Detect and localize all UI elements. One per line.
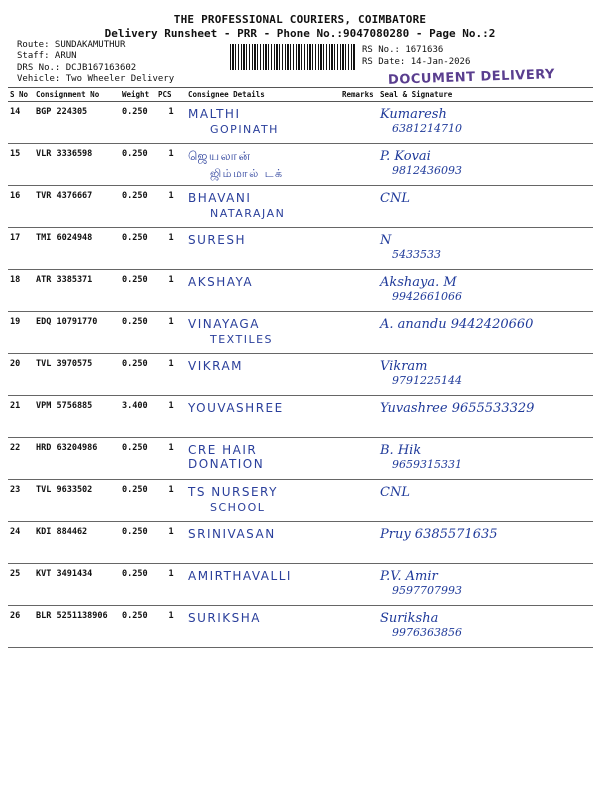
row-consignee [186,186,340,228]
row-consignee [186,522,340,564]
row-weight: 0.250 [120,144,156,186]
row-weight: 0.250 [120,312,156,354]
row-pcs: 1 [156,144,186,186]
row-consignee [186,606,340,648]
table-row [8,228,593,270]
table-header-row [8,88,593,102]
row-consignment: TMI 6024948 [34,228,120,270]
consignee-name: SRINIVASAN [188,527,276,541]
signature: A. anandu 9442420660 [380,317,534,332]
row-remarks [340,228,378,270]
consignee-name: VIKRAM [188,359,244,373]
consignee-name: BHAVANI [188,191,252,205]
table-row [8,522,593,564]
row-pcs: 1 [156,186,186,228]
row-consignee [186,438,340,480]
row-pcs: 1 [156,522,186,564]
row-consignee [186,270,340,312]
signature: CNL [380,191,410,206]
drs-number: DRS No.: DCJB167163602 [17,63,137,73]
consignee-name: YOUVASHREE [188,401,284,415]
row-signature [378,354,593,396]
table-row [8,270,593,312]
row-weight: 0.250 [120,228,156,270]
row-consignee [186,354,340,396]
row-sno: 16 [8,186,34,228]
row-consignment: EDQ 10791770 [34,312,120,354]
row-signature [378,144,593,186]
row-weight: 0.250 [120,270,156,312]
row-remarks [340,312,378,354]
row-pcs: 1 [156,480,186,522]
row-remarks [340,438,378,480]
table-row [8,186,593,228]
row-remarks [340,102,378,144]
row-remarks [340,186,378,228]
row-pcs: 1 [156,270,186,312]
signature-phone: 9597707993 [392,584,462,597]
row-signature [378,312,593,354]
row-consignment: KVT 3491434 [34,564,120,606]
row-remarks [340,144,378,186]
row-signature [378,522,593,564]
row-weight: 0.250 [120,480,156,522]
row-weight: 0.250 [120,438,156,480]
vehicle-label: Vehicle: Two Wheeler Delivery [17,74,175,84]
row-weight: 0.250 [120,102,156,144]
signature-phone: 5433533 [392,248,441,261]
row-signature [378,438,593,480]
signature: Kumaresh [380,107,447,122]
consignee-name: SURESH [188,233,246,247]
row-sno: 14 [8,102,34,144]
signature: N [380,233,392,248]
row-consignment: HRD 63204986 [34,438,120,480]
table-row [8,396,593,438]
row-consignee [186,144,340,186]
col-consignment: Consignment No [34,88,120,102]
table-row [8,438,593,480]
row-consignee [186,228,340,270]
row-pcs: 1 [156,564,186,606]
table-row [8,564,593,606]
table-row [8,144,593,186]
row-sno: 21 [8,396,34,438]
row-consignment: ATR 3385371 [34,270,120,312]
row-sno: 22 [8,438,34,480]
signature-phone: 9812436093 [392,164,462,177]
row-consignment: KDI 884462 [34,522,120,564]
signature: CNL [380,485,410,500]
row-consignment: TVR 4376667 [34,186,120,228]
row-signature [378,564,593,606]
barcode [230,44,356,70]
row-consignment: BGP 224305 [34,102,120,144]
row-sno: 17 [8,228,34,270]
table-row [8,102,593,144]
consignee-name-line2: NATARAJAN [210,207,286,220]
signature: Akshaya. M [380,275,457,290]
row-remarks [340,522,378,564]
row-weight: 0.250 [120,522,156,564]
signature: Vikram [380,359,428,374]
consignee-name: SURIKSHA [188,611,261,625]
row-consignee [186,312,340,354]
row-pcs: 1 [156,354,186,396]
row-sno: 20 [8,354,34,396]
row-weight: 0.250 [120,186,156,228]
row-signature [378,606,593,648]
runsheet-title: Delivery Runsheet - PRR - Phone No.:9047080280 - Page No.:2 [104,27,496,40]
table-row [8,606,593,648]
signature-phone: 9659315331 [392,458,462,471]
signature: Suriksha [380,611,439,626]
runsheet-table [8,87,593,648]
row-pcs: 1 [156,606,186,648]
col-pcs: PCS [156,88,186,102]
table-row [8,480,593,522]
row-remarks [340,606,378,648]
row-pcs: 1 [156,228,186,270]
col-signature: Seal & Signature [378,88,593,102]
row-remarks [340,270,378,312]
signature: P.V. Amir [380,569,438,584]
row-signature [378,396,593,438]
consignee-name: AKSHAYA [188,275,254,289]
row-signature [378,228,593,270]
row-weight: 3.400 [120,396,156,438]
row-consignment: TVL 9633502 [34,480,120,522]
row-pcs: 1 [156,312,186,354]
row-weight: 0.250 [120,564,156,606]
consignee-name: AMIRTHAVALLI [188,569,292,583]
rs-date: RS Date: 14-Jan-2026 [362,57,471,67]
row-pcs: 1 [156,396,186,438]
row-signature [378,480,593,522]
col-consignee: Consignee Details [186,88,340,102]
row-remarks [340,396,378,438]
row-pcs: 1 [156,102,186,144]
col-remarks: Remarks [340,88,378,102]
row-signature [378,186,593,228]
row-sno: 19 [8,312,34,354]
signature-phone: 6381214710 [392,122,462,135]
route-label: Route: SUNDAKAMUTHUR [17,40,126,50]
row-signature [378,102,593,144]
row-consignee [186,480,340,522]
row-sno: 24 [8,522,34,564]
consignee-name-line2: SCHOOL [210,501,266,514]
row-sno: 23 [8,480,34,522]
consignee-name: VINAYAGA [188,317,260,331]
consignee-name: MALTHI [188,107,241,121]
table-row [8,354,593,396]
col-weight: Weight [120,88,156,102]
row-consignee [186,102,340,144]
consignee-name: CRE HAIR DONATION [188,443,265,471]
row-sno: 18 [8,270,34,312]
consignee-name: TS NURSERY [188,485,278,499]
signature: Yuvashree 9655533329 [380,401,535,416]
row-consignment: BLR 5251138906 [34,606,120,648]
rs-number: RS No.: 1671636 [362,45,444,55]
signature-phone: 9791225144 [392,374,462,387]
row-consignee [186,564,340,606]
document-delivery-stamp: DOCUMENT DELIVERY [387,67,556,88]
row-consignment: TVL 3970575 [34,354,120,396]
col-sno: S No [8,88,34,102]
row-sno: 26 [8,606,34,648]
row-sno: 25 [8,564,34,606]
signature: Pruy 6385571635 [380,527,498,542]
row-remarks [340,564,378,606]
staff-label: Staff: ARUN [17,51,77,61]
consignee-name: ஜெயலான் [188,149,252,163]
row-remarks [340,480,378,522]
signature-phone: 9942661066 [392,290,462,303]
company-title: THE PROFESSIONAL COURIERS, COIMBATORE [173,13,427,26]
consignee-name-line2: ஜிம்மால் டக் [210,167,284,180]
row-pcs: 1 [156,438,186,480]
signature: B. Hik [380,443,422,458]
table-row [8,312,593,354]
row-consignment: VLR 3336598 [34,144,120,186]
consignee-name-line2: TEXTILES [210,333,274,346]
row-remarks [340,354,378,396]
row-weight: 0.250 [120,354,156,396]
row-sno: 15 [8,144,34,186]
row-consignee [186,396,340,438]
consignee-name-line2: GOPINATH [210,123,279,136]
row-consignment: VPM 5756885 [34,396,120,438]
signature: P. Kovai [380,149,431,164]
signature-phone: 9976363856 [392,626,462,639]
row-weight: 0.250 [120,606,156,648]
row-signature [378,270,593,312]
